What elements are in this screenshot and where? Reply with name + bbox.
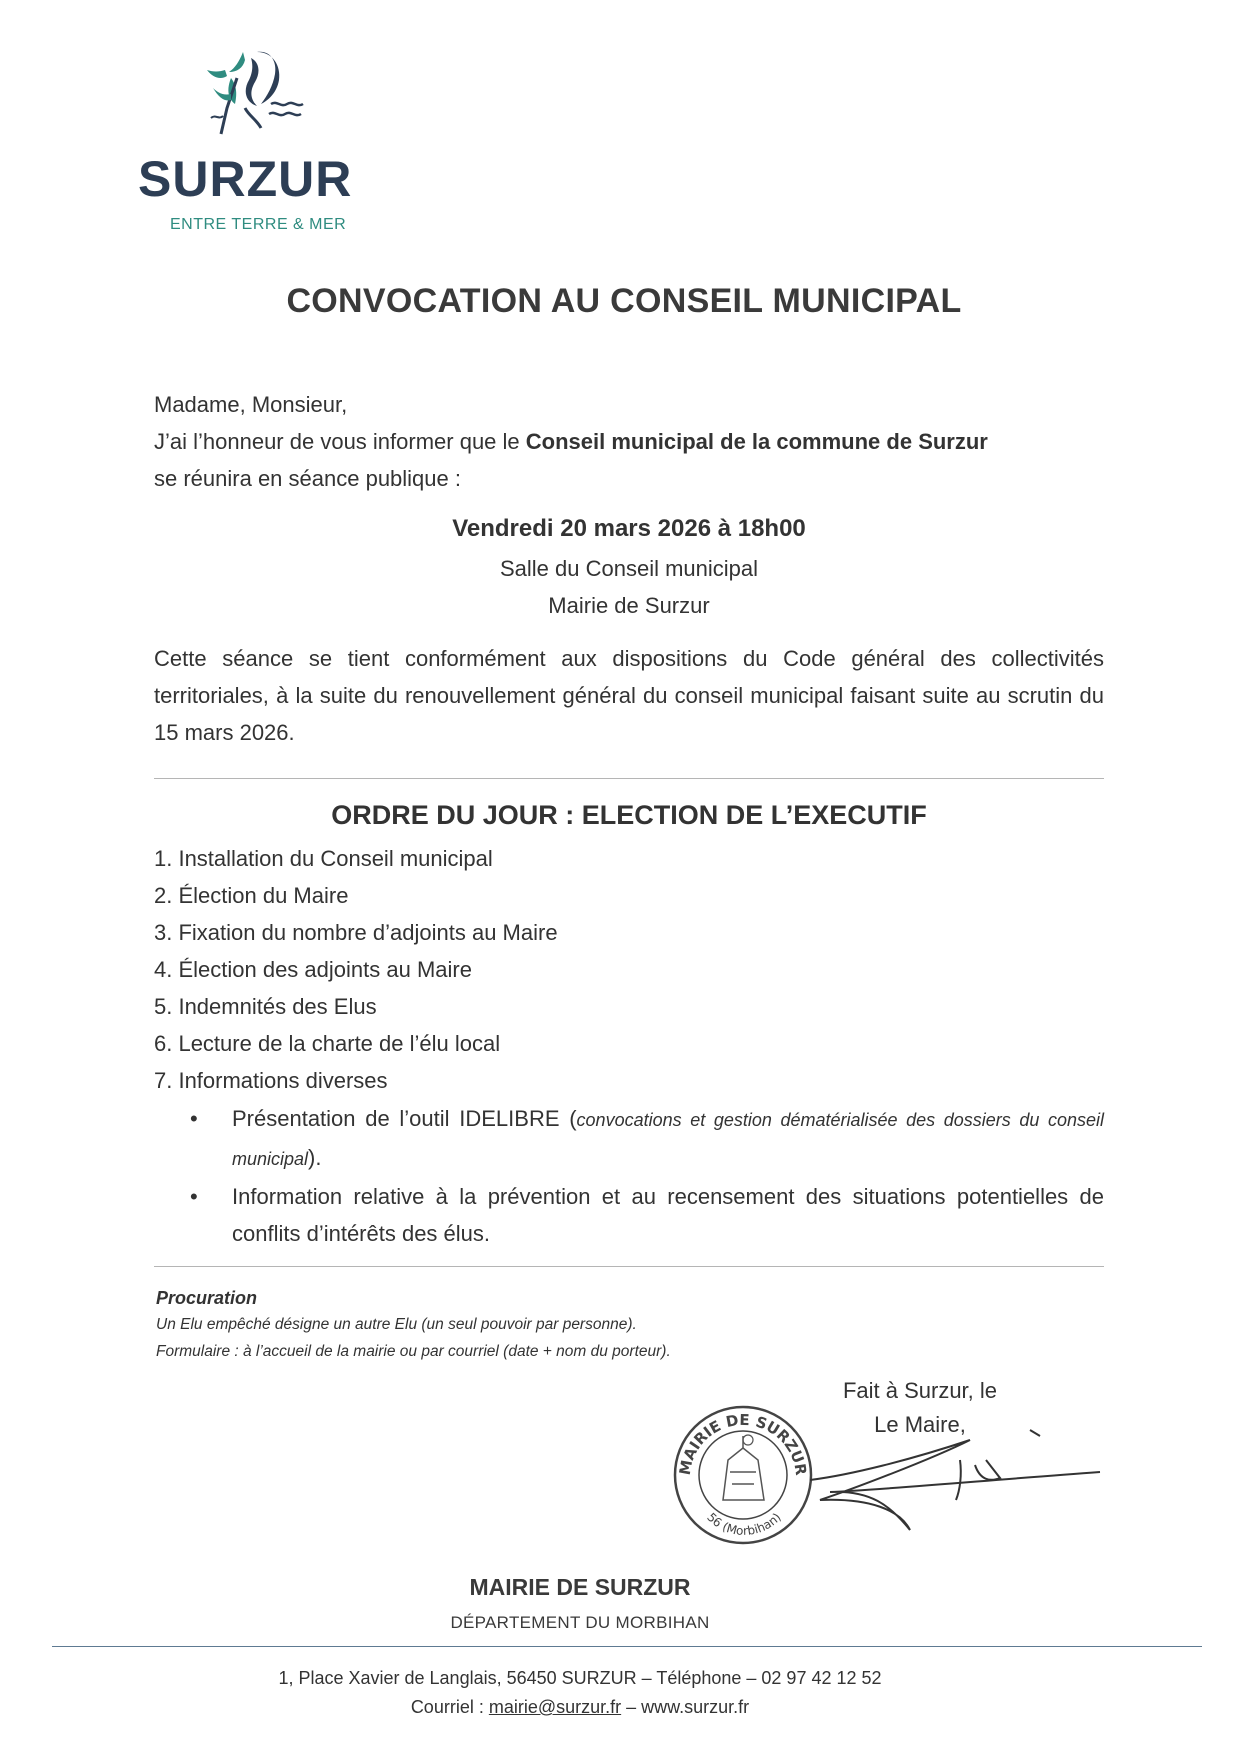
procuration-line-2: Formulaire : à l’accueil de la mairie ou par courriel (date + nom du porteur). xyxy=(156,1343,671,1360)
bullet-icon: • xyxy=(190,1106,198,1131)
signoff-role: Le Maire, xyxy=(874,1412,966,1437)
surzur-logo-icon xyxy=(205,48,310,140)
brand-tagline: ENTRE TERRE & MER xyxy=(170,216,347,233)
meeting-place: Mairie de Surzur xyxy=(548,593,710,618)
stamp-top-text: MAIRIE DE SURZUR xyxy=(675,1410,811,1477)
divider-bottom xyxy=(154,1266,1104,1267)
context-paragraph: Cette séance se tient conformément aux dispositions du Code général des collectivités territoriales, à la suite du renouvellement général du conseil municipal faisant suite au scrutin du 15 mars 2026. xyxy=(154,646,1104,745)
salutation: Madame, Monsieur, xyxy=(154,392,348,417)
svg-text:56 (Morbihan) xyxy=(704,1510,783,1538)
footer-department: DÉPARTEMENT DU MORBIHAN xyxy=(450,1613,710,1632)
meeting-room: Salle du Conseil municipal xyxy=(499,556,759,581)
footer-divider xyxy=(52,1646,1202,1647)
divider-top xyxy=(154,778,1104,779)
agenda-item: 3. Fixation du nombre d’adjoints au Maire xyxy=(154,920,558,945)
intro-line-2: se réunira en séance publique : xyxy=(154,466,461,491)
footer-address: 1, Place Xavier de Langlais, 56450 SURZUR – Téléphone – 02 97 42 12 52 xyxy=(278,1668,882,1688)
agenda-subitems xyxy=(190,1100,1104,1252)
brand-name: SURZUR xyxy=(138,151,353,207)
mayor-signature xyxy=(790,1420,1110,1550)
website-link[interactable]: www.surzur.fr xyxy=(641,1697,750,1717)
procuration-line-1: Un Elu empêché désigne un autre Elu (un seul pouvoir par personne). xyxy=(156,1316,637,1333)
meeting-date: Vendredi 20 mars 2026 à 18h00 xyxy=(452,515,806,542)
signoff-place: Fait à Surzur, le xyxy=(842,1378,998,1403)
agenda-item: 2. Élection du Maire xyxy=(154,883,349,908)
stamp-bottom-text: 56 (Morbihan) xyxy=(704,1510,784,1538)
subitem-idelibre: • Présentation de l’outil IDELIBRE (convocations et gestion dématérialisée des dossiers du conseil municipal). xyxy=(190,1100,1104,1178)
intro-line-1: J’ai l’honneur de vous informer que le Conseil municipal de la commune de Surzur xyxy=(154,429,988,454)
footer-name: MAIRIE DE SURZUR xyxy=(469,1574,691,1600)
agenda-title: ORDRE DU JOUR : ELECTION DE L’EXECUTIF xyxy=(331,800,927,830)
agenda-item: 6. Lecture de la charte de l’élu local xyxy=(154,1031,501,1056)
bullet-icon: • xyxy=(190,1184,198,1209)
procuration-title: Procuration xyxy=(156,1288,258,1308)
footer-contact: Courriel : mairie@surzur.fr – www.surzur.fr xyxy=(410,1697,750,1717)
intro-block xyxy=(154,386,1104,497)
agenda-item: 4. Élection des adjoints au Maire xyxy=(154,957,472,982)
email-link[interactable]: mairie@surzur.fr xyxy=(488,1697,622,1717)
agenda-item: 5. Indemnités des Elus xyxy=(154,994,377,1019)
page-title: CONVOCATION AU CONSEIL MUNICIPAL xyxy=(286,282,962,320)
subitem-conflicts: • Information relative à la prévention et au recensement des situations potentielles de conflits d’intérêts des élus. xyxy=(190,1178,1104,1252)
agenda-item: 7. Informations diverses xyxy=(154,1068,388,1093)
agenda-item: 1. Installation du Conseil municipal xyxy=(154,846,493,871)
council-name: Conseil municipal de la commune de Surzur xyxy=(525,429,988,454)
agenda-list xyxy=(154,840,1104,1099)
subitem-note: convocations et gestion dématérialisée des dossiers du conseil municipal xyxy=(232,1110,1104,1169)
